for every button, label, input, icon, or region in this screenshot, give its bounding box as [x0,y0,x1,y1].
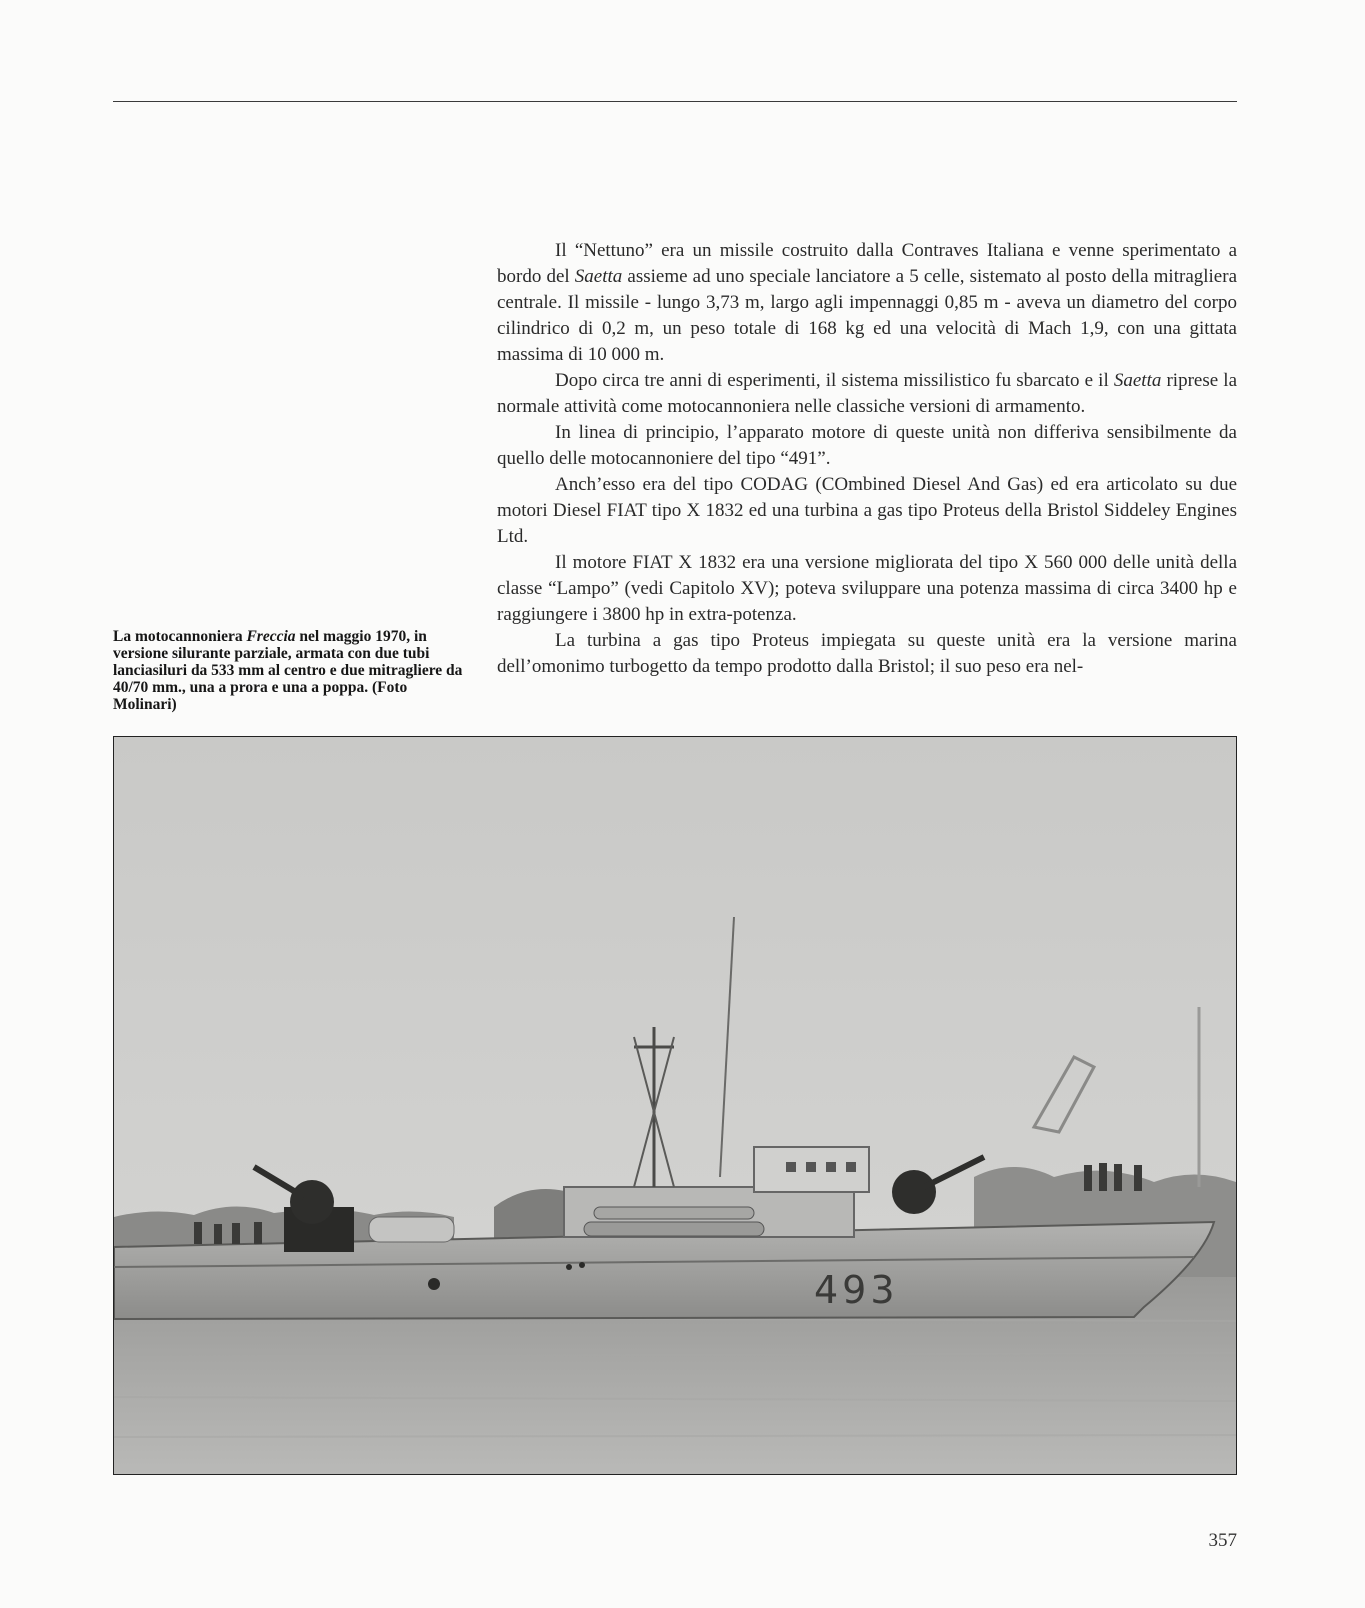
ship-photo-drawing [114,737,1236,1474]
paragraph: Il motore FIAT X 1832 era una versione migliorata del tipo X 560 000 delle unità della classe “Lampo” (vedi Capitolo XV); poteva sviluppare una potenza massima di circa 3400 hp e raggiungere i 3800 hp in extra-potenza. [497,552,1237,625]
page-number: 357 [1208,1530,1237,1551]
photo-caption: La motocannoniera Freccia nel maggio 1970, in versione silurante parziale, armata con due tubi lanciasiluri da 533 mm al centro e due mitragliere da 40/70 mm., una a prora e una a poppa. (Foto Molinari) [113,628,463,713]
paragraph: In linea di principio, l’apparato motore di queste unità non differiva sensibilmente da quello delle motocannoniere del tipo “491”. [497,422,1237,469]
ship-photo [113,736,1237,1475]
paragraph: Anch’esso era del tipo CODAG (COmbined Diesel And Gas) ed era articolato su due motori Diesel FIAT tipo X 1832 ed una turbina a gas tipo Proteus della Bristol Siddeley Engines Ltd. [497,474,1237,547]
forward-gun-mount [892,1170,936,1214]
paragraph: Il “Nettuno” era un missile costruito dalla Contraves Italiana e venne sperimentato a bordo del Saetta assieme ad uno speciale lanciatore a 5 celle, sistemato al posto della mitragliera centrale. Il missile - lungo 3,73 m, largo agli impennaggi 0,85 m - aveva un diametro del corpo cilindrico di 0,2 m, un peso totale di 168 kg ed una velocità di Mach 1,9, con una gittata massima di 10 000 m. [497,240,1238,365]
header-rule [113,101,1237,102]
paragraph: La turbina a gas tipo Proteus impiegata su queste unità era la versione marina dell’omonimo turbogetto da tempo prodotto dalla Bristol; il suo peso era nel- [497,630,1237,677]
body-text [497,238,1237,680]
hull-number: 493 [814,1268,899,1312]
paragraph: Dopo circa tre anni di esperimenti, il sistema missilistico fu sbarcato e il Saetta riprese la normale attività come motocannoniera nelle classiche versioni di armamento. [497,370,1238,417]
caption-ship-name: Freccia [246,628,296,645]
